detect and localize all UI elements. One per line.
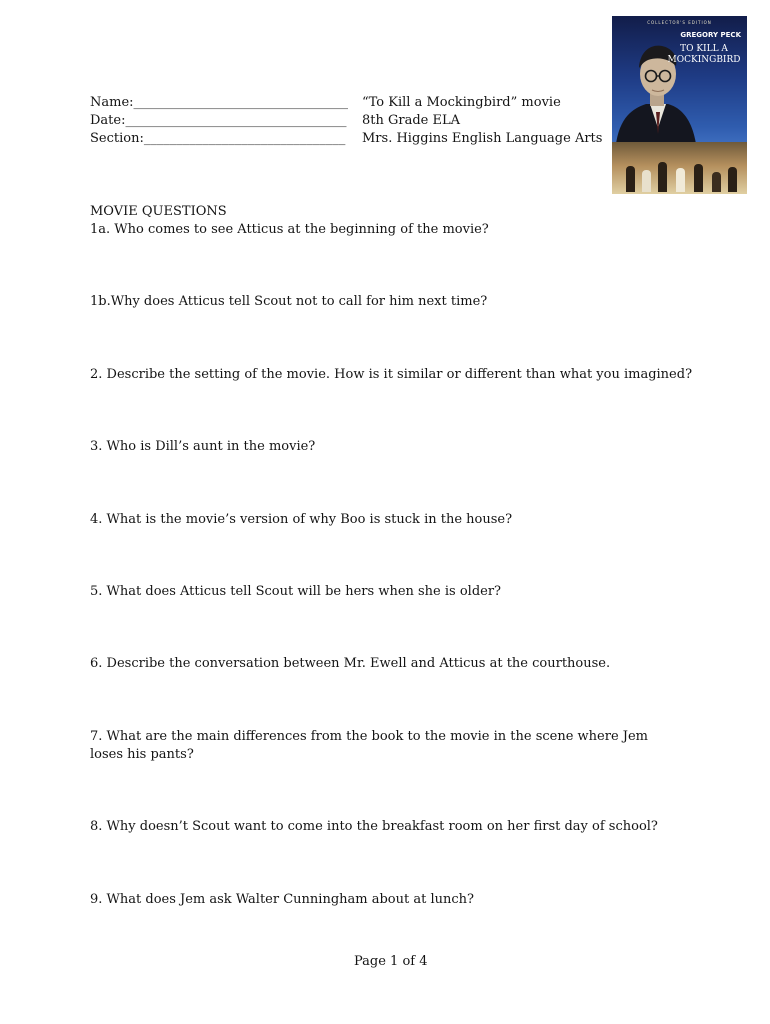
question-5: 5. What does Atticus tell Scout will be hers when she is older? [90, 584, 502, 599]
cover-movie-title [666, 44, 742, 66]
page-number: Page 1 of 4 [354, 954, 428, 969]
cover-title-line-2: MOCKINGBIRD [667, 55, 741, 65]
question-6: 6. Describe the conversation between Mr. Ewell and Atticus at the courthouse. [90, 656, 611, 671]
cover-courtroom-scene [612, 142, 747, 194]
grade-level: 8th Grade ELA [362, 113, 461, 128]
question-9: 9. What does Jem ask Walter Cunningham about at lunch? [90, 892, 474, 907]
question-2: 2. Describe the setting of the movie. How is it similar or different than what you imagined? [90, 367, 693, 382]
class-name: Mrs. Higgins English Language Arts [362, 131, 603, 146]
question-3: 3. Who is Dill’s aunt in the movie? [90, 439, 316, 454]
question-1b: 1b.Why does Atticus tell Scout not to call for him next time? [90, 294, 488, 309]
section-heading: MOVIE QUESTIONS [90, 204, 227, 219]
cover-title-line-1: TO KILL A [680, 44, 728, 54]
question-4: 4. What is the movie’s version of why Boo is stuck in the house? [90, 512, 513, 527]
question-8: 8. Why doesn’t Scout want to come into the breakfast room on her first day of school? [90, 819, 658, 834]
date-field-line: Date:__________________________________ [90, 113, 347, 128]
question-1a: 1a. Who comes to see Atticus at the beginning of the movie? [90, 222, 489, 237]
cover-actor-name: GREGORY PECK [680, 31, 741, 39]
cover-edition-label: COLLECTOR'S EDITION [647, 20, 712, 25]
name-field-line: Name:_________________________________ [90, 95, 349, 110]
section-field-line: Section:_______________________________ [90, 131, 346, 146]
movie-cover-image [612, 16, 747, 194]
question-7: 7. What are the main differences from the book to the movie in the scene where Jem loses his pants? [90, 729, 648, 762]
worksheet-title: “To Kill a Mockingbird” movie [362, 95, 561, 110]
